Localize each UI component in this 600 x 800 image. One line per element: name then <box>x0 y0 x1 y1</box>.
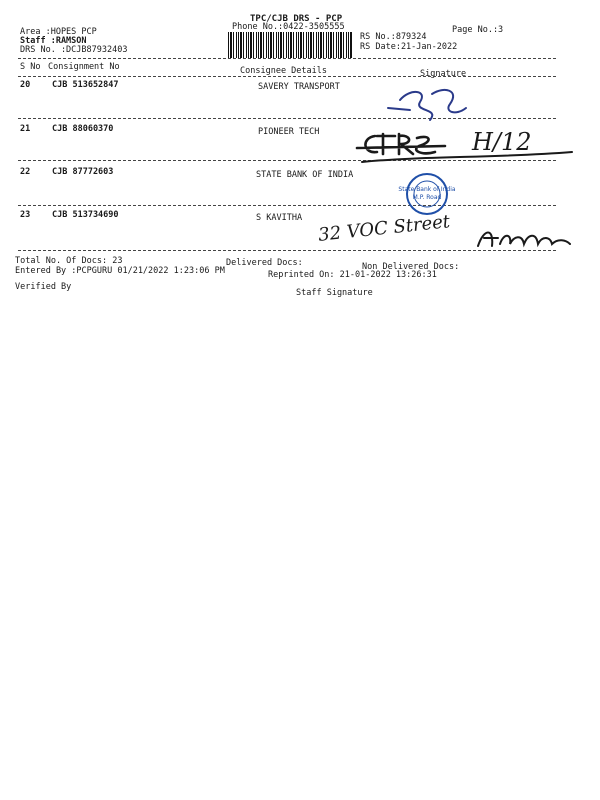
row-consignee: S KAVITHA <box>256 213 303 223</box>
row-sno: 22 <box>20 167 31 177</box>
row-consignee: PIONEER TECH <box>258 127 320 137</box>
divider <box>18 76 556 77</box>
row-consignment: CJB 88060370 <box>52 124 114 134</box>
barcode <box>228 32 352 58</box>
reprinted-on: Reprinted On: 21-01-2022 13:26:31 <box>268 270 437 280</box>
signature-initial: H/12 <box>472 128 532 156</box>
page-number: Page No.:3 <box>452 25 504 35</box>
col-sno-header: S No <box>20 62 41 72</box>
staff-signature: Staff Signature <box>296 288 373 298</box>
phone-number: Phone No.:0422-3505555 <box>232 22 345 32</box>
entered-by: Entered By :PCPGURU 01/21/2022 1:23:06 PM <box>15 266 225 276</box>
row-consignment: CJB 513652847 <box>52 80 119 90</box>
row-sno: 23 <box>20 210 31 220</box>
divider <box>18 205 556 206</box>
delivered-docs: Delivered Docs: <box>226 258 303 268</box>
row-sno: 20 <box>20 80 31 90</box>
signature-strike-line <box>360 148 575 168</box>
stamp-line1: State Bank of India <box>398 186 456 193</box>
row-consignment: CJB 513734690 <box>52 210 119 220</box>
document-title: TPC/CJB DRS - PCP <box>250 14 343 24</box>
col-consignment-header: Consignment No <box>48 62 120 72</box>
stamp-line2: M.P. Road <box>412 194 442 201</box>
rs-date: RS Date:21-Jan-2022 <box>360 42 458 52</box>
total-docs: Total No. Of Docs: 23 <box>15 256 123 266</box>
row-consignee: SAVERY TRANSPORT <box>258 82 340 92</box>
staff-label: Staff :RAMSON <box>20 36 87 46</box>
drs-number: DRS No. :DCJB87932403 <box>20 45 128 55</box>
verified-by: Verified By <box>15 282 72 292</box>
divider <box>18 58 556 59</box>
signature-row-23 <box>470 222 575 254</box>
signature-row-23-text: 32 VOC Street <box>317 211 452 246</box>
row-consignee: STATE BANK OF INDIA <box>256 170 354 180</box>
row-sno: 21 <box>20 124 31 134</box>
rs-number: RS No.:879324 <box>360 32 427 42</box>
bank-stamp <box>398 172 456 216</box>
non-delivered-docs: Non Delivered Docs: <box>362 262 460 272</box>
col-signature-header: Signature <box>420 69 467 79</box>
col-consignee-header: Consignee Details <box>240 66 327 76</box>
signature-row-20 <box>380 80 490 125</box>
area-label: Area :HOPES PCP <box>20 27 97 37</box>
row-consignment: CJB 87772603 <box>52 167 114 177</box>
